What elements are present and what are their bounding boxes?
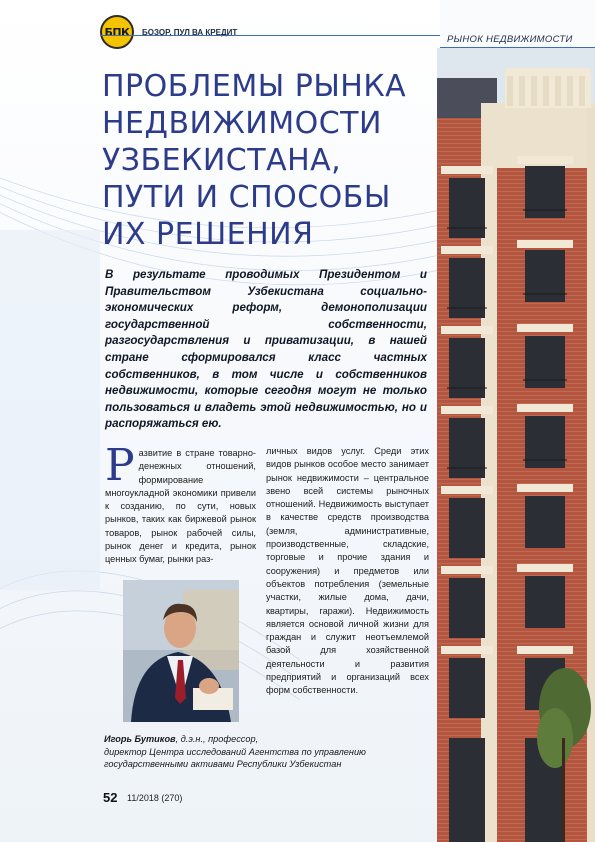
lead-paragraph: В результате проводимых Президентом и Правительством Узбекистана социально-экономических реформ, демонополизации государственной собственности, разгосударствления и приватизации, в нашей стране сформировался класс частных собственников, в том числе и собственников недвижимости, которые сегодня могут не только пользоваться и владеть этой недвижимостью, но и распоряжаться ею. xyxy=(105,268,427,431)
page-number: 52 xyxy=(103,790,118,805)
section-label: РЫНОК НЕДВИЖИМОСТИ xyxy=(447,34,573,45)
author-credentials: , д.э.н., профессор, xyxy=(175,734,259,744)
title-line: НЕДВИЖИМОСТИ xyxy=(102,106,382,141)
title-line: ПРОБЛЕМЫ РЫНКА xyxy=(102,69,407,104)
body-text-left: азвитие в стране товарно-денежных отношений, формирование многоукладной экономики привели к созданию, по сути, новых рынков, таких как биржевой рынок товаров, рынок рабочей силы, рынок денег и кредита, рынок ценных бумаг, рынки раз- xyxy=(105,448,256,565)
title-line: ИХ РЕШЕНИЯ xyxy=(102,217,314,252)
author-position: директор Центра исследований Агентства по управлению государственными активами Республики Узбекистан xyxy=(104,746,366,770)
building-photo xyxy=(437,48,595,842)
author-name: Игорь Бутиков xyxy=(104,734,176,744)
author-caption xyxy=(104,733,434,771)
body-column-left xyxy=(105,440,256,567)
magazine-brand: БОЗОР, ПУЛ ВА КРЕДИТ xyxy=(142,28,238,37)
author-photo xyxy=(123,580,239,722)
title-line: УЗБЕКИСТАНА, xyxy=(102,143,342,178)
body-column-right: личных видов услуг. Среди этих видов рынков особое место занимает рынок недвижимости – центральное звено всей системы рыночных отношений. Недвижимость выступает в качестве средств производства (земля, административные, производственные, складские, торговые и прочие здания и сооружения) и предметов или объектов потребления (земельные участки, жилые дома, дачи, квартиры, гаражи). Недвижимость является основой личной жизни для граждан и служит неотъемлемой базой для хозяйственной деятельности и развития предприятий и организаций всех форм собственности. xyxy=(266,446,429,696)
article-title xyxy=(102,68,432,253)
issue-number: 11/2018 (270) xyxy=(127,793,183,803)
drop-cap: Р xyxy=(105,440,135,491)
magazine-logo: БПК xyxy=(100,15,134,49)
header-rule xyxy=(100,35,440,46)
title-line: ПУТИ И СПОСОБЫ xyxy=(102,180,391,215)
